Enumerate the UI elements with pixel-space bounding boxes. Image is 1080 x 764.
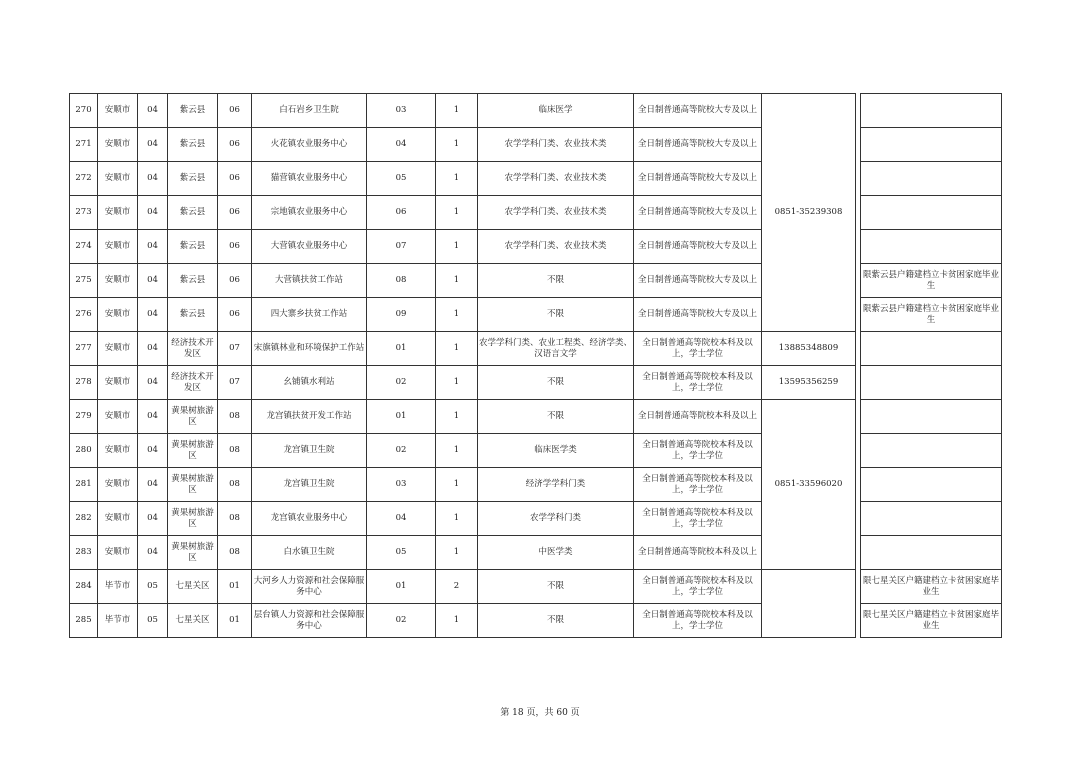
city-cell: 安顺市 xyxy=(98,298,138,332)
remark-cell: 限七星关区户籍建档立卡贫困家庭毕业生 xyxy=(861,570,1002,604)
remark-cell xyxy=(861,502,1002,536)
city-code-cell: 04 xyxy=(138,434,168,468)
county-cell: 黄果树旅游区 xyxy=(168,434,218,468)
county-code-cell: 06 xyxy=(218,298,252,332)
position-code-cell: 08 xyxy=(367,264,436,298)
county-cell: 紫云县 xyxy=(168,162,218,196)
major-cell: 农学学科门类、农业技术类 xyxy=(478,230,634,264)
major-cell: 不限 xyxy=(478,604,634,638)
city-code-cell: 04 xyxy=(138,298,168,332)
hiring-count-cell: 1 xyxy=(436,298,478,332)
city-code-cell: 05 xyxy=(138,570,168,604)
city-cell: 毕节市 xyxy=(98,570,138,604)
table-row xyxy=(70,264,1002,298)
row-number-cell: 271 xyxy=(70,128,98,162)
unit-name-cell: 四大寨乡扶贫工作站 xyxy=(252,298,367,332)
city-cell: 安顺市 xyxy=(98,128,138,162)
row-number-cell: 279 xyxy=(70,400,98,434)
city-code-cell: 04 xyxy=(138,536,168,570)
county-code-cell: 08 xyxy=(218,434,252,468)
unit-name-cell: 层台镇人力资源和社会保障服务中心 xyxy=(252,604,367,638)
row-number-cell: 283 xyxy=(70,536,98,570)
major-cell: 临床医学类 xyxy=(478,434,634,468)
county-code-cell: 08 xyxy=(218,400,252,434)
hiring-count-cell: 1 xyxy=(436,604,478,638)
row-number-cell: 280 xyxy=(70,434,98,468)
education-cell: 全日制普通高等院校本科及以上 xyxy=(634,400,762,434)
position-code-cell: 04 xyxy=(367,128,436,162)
contact-phone-cell: 13595356259 xyxy=(762,366,856,400)
unit-name-cell: 大河乡人力资源和社会保障服务中心 xyxy=(252,570,367,604)
city-code-cell: 04 xyxy=(138,502,168,536)
row-number-cell: 270 xyxy=(70,94,98,128)
unit-name-cell: 火花镇农业服务中心 xyxy=(252,128,367,162)
page-footer: 第 18 页，共 60 页 xyxy=(500,708,580,718)
hiring-count-cell: 1 xyxy=(436,264,478,298)
position-code-cell: 04 xyxy=(367,502,436,536)
major-cell: 农学学科门类、农业技术类 xyxy=(478,162,634,196)
row-number-cell: 274 xyxy=(70,230,98,264)
table-row xyxy=(70,230,1002,264)
city-cell: 安顺市 xyxy=(98,230,138,264)
city-cell: 安顺市 xyxy=(98,536,138,570)
education-cell: 全日制普通高等院校大专及以上 xyxy=(634,298,762,332)
position-code-cell: 02 xyxy=(367,604,436,638)
table-row xyxy=(70,94,1002,128)
county-cell: 黄果树旅游区 xyxy=(168,502,218,536)
hiring-count-cell: 1 xyxy=(436,94,478,128)
contact-phone-cell xyxy=(762,570,856,638)
table-row xyxy=(70,196,1002,230)
unit-name-cell: 大营镇扶贫工作站 xyxy=(252,264,367,298)
county-code-cell: 08 xyxy=(218,536,252,570)
city-cell: 安顺市 xyxy=(98,332,138,366)
county-cell: 经济技术开发区 xyxy=(168,332,218,366)
table-row xyxy=(70,570,1002,604)
unit-name-cell: 猫营镇农业服务中心 xyxy=(252,162,367,196)
row-number-cell: 272 xyxy=(70,162,98,196)
remark-cell: 限紫云县户籍建档立卡贫困家庭毕业生 xyxy=(861,298,1002,332)
major-cell: 不限 xyxy=(478,570,634,604)
county-code-cell: 06 xyxy=(218,128,252,162)
hiring-count-cell: 1 xyxy=(436,536,478,570)
hiring-count-cell: 1 xyxy=(436,196,478,230)
city-code-cell: 04 xyxy=(138,264,168,298)
table-row xyxy=(70,366,1002,400)
contact-phone-cell: 0851-33596020 xyxy=(762,400,856,570)
county-code-cell: 06 xyxy=(218,230,252,264)
city-code-cell: 04 xyxy=(138,94,168,128)
county-code-cell: 01 xyxy=(218,570,252,604)
table-row xyxy=(70,468,1002,502)
major-cell: 农学学科门类、农业技术类 xyxy=(478,128,634,162)
row-number-cell: 273 xyxy=(70,196,98,230)
education-cell: 全日制普通高等院校大专及以上 xyxy=(634,128,762,162)
county-cell: 经济技术开发区 xyxy=(168,366,218,400)
table-row xyxy=(70,536,1002,570)
city-cell: 安顺市 xyxy=(98,502,138,536)
county-cell: 紫云县 xyxy=(168,230,218,264)
city-cell: 毕节市 xyxy=(98,604,138,638)
city-cell: 安顺市 xyxy=(98,196,138,230)
unit-name-cell: 宋旗镇林业和环境保护工作站 xyxy=(252,332,367,366)
table-row xyxy=(70,298,1002,332)
city-code-cell: 04 xyxy=(138,128,168,162)
county-code-cell: 07 xyxy=(218,332,252,366)
city-code-cell: 04 xyxy=(138,332,168,366)
county-code-cell: 08 xyxy=(218,468,252,502)
table-row xyxy=(70,162,1002,196)
remark-cell: 限紫云县户籍建档立卡贫困家庭毕业生 xyxy=(861,264,1002,298)
remark-cell xyxy=(861,196,1002,230)
position-code-cell: 07 xyxy=(367,230,436,264)
remark-cell xyxy=(861,332,1002,366)
unit-name-cell: 大营镇农业服务中心 xyxy=(252,230,367,264)
county-cell: 紫云县 xyxy=(168,298,218,332)
hiring-count-cell: 1 xyxy=(436,366,478,400)
remark-cell xyxy=(861,366,1002,400)
unit-name-cell: 白石岩乡卫生院 xyxy=(252,94,367,128)
county-code-cell: 06 xyxy=(218,264,252,298)
education-cell: 全日制普通高等院校大专及以上 xyxy=(634,162,762,196)
position-code-cell: 02 xyxy=(367,366,436,400)
education-cell: 全日制普通高等院校本科及以上，学士学位 xyxy=(634,502,762,536)
table-row xyxy=(70,502,1002,536)
education-cell: 全日制普通高等院校大专及以上 xyxy=(634,196,762,230)
hiring-count-cell: 1 xyxy=(436,468,478,502)
education-cell: 全日制普通高等院校本科及以上，学士学位 xyxy=(634,604,762,638)
county-cell: 七星关区 xyxy=(168,570,218,604)
position-code-cell: 06 xyxy=(367,196,436,230)
county-cell: 黄果树旅游区 xyxy=(168,536,218,570)
education-cell: 全日制普通高等院校本科及以上，学士学位 xyxy=(634,434,762,468)
major-cell: 农学学科门类、农业工程类、经济学类、汉语言文学 xyxy=(478,332,634,366)
hiring-count-cell: 1 xyxy=(436,230,478,264)
position-code-cell: 02 xyxy=(367,434,436,468)
recruitment-table xyxy=(69,93,1002,638)
city-code-cell: 04 xyxy=(138,468,168,502)
city-code-cell: 04 xyxy=(138,196,168,230)
position-code-cell: 09 xyxy=(367,298,436,332)
county-code-cell: 06 xyxy=(218,196,252,230)
remark-cell xyxy=(861,468,1002,502)
row-number-cell: 282 xyxy=(70,502,98,536)
table-row xyxy=(70,332,1002,366)
city-code-cell: 05 xyxy=(138,604,168,638)
unit-name-cell: 幺铺镇水利站 xyxy=(252,366,367,400)
remark-cell xyxy=(861,162,1002,196)
remark-cell xyxy=(861,536,1002,570)
hiring-count-cell: 1 xyxy=(436,434,478,468)
hiring-count-cell: 1 xyxy=(436,162,478,196)
unit-name-cell: 宗地镇农业服务中心 xyxy=(252,196,367,230)
city-code-cell: 04 xyxy=(138,162,168,196)
major-cell: 不限 xyxy=(478,298,634,332)
education-cell: 全日制普通高等院校本科及以上 xyxy=(634,536,762,570)
county-cell: 紫云县 xyxy=(168,94,218,128)
remark-cell xyxy=(861,128,1002,162)
education-cell: 全日制普通高等院校本科及以上，学士学位 xyxy=(634,468,762,502)
county-code-cell: 07 xyxy=(218,366,252,400)
position-code-cell: 01 xyxy=(367,400,436,434)
major-cell: 不限 xyxy=(478,366,634,400)
remark-cell xyxy=(861,434,1002,468)
hiring-count-cell: 1 xyxy=(436,332,478,366)
table-row xyxy=(70,434,1002,468)
recruitment-table-container xyxy=(69,93,1002,638)
city-cell: 安顺市 xyxy=(98,366,138,400)
city-code-cell: 04 xyxy=(138,366,168,400)
education-cell: 全日制普通高等院校大专及以上 xyxy=(634,264,762,298)
unit-name-cell: 龙宫镇扶贫开发工作站 xyxy=(252,400,367,434)
city-cell: 安顺市 xyxy=(98,468,138,502)
county-cell: 黄果树旅游区 xyxy=(168,400,218,434)
county-cell: 紫云县 xyxy=(168,128,218,162)
remark-cell xyxy=(861,94,1002,128)
hiring-count-cell: 1 xyxy=(436,128,478,162)
row-number-cell: 284 xyxy=(70,570,98,604)
table-row xyxy=(70,604,1002,638)
position-code-cell: 03 xyxy=(367,468,436,502)
unit-name-cell: 龙宫镇卫生院 xyxy=(252,468,367,502)
county-cell: 紫云县 xyxy=(168,264,218,298)
unit-name-cell: 龙宫镇农业服务中心 xyxy=(252,502,367,536)
education-cell: 全日制普通高等院校本科及以上，学士学位 xyxy=(634,366,762,400)
unit-name-cell: 白水镇卫生院 xyxy=(252,536,367,570)
position-code-cell: 05 xyxy=(367,162,436,196)
row-number-cell: 281 xyxy=(70,468,98,502)
city-code-cell: 04 xyxy=(138,230,168,264)
major-cell: 临床医学 xyxy=(478,94,634,128)
remark-cell: 限七星关区户籍建档立卡贫困家庭毕业生 xyxy=(861,604,1002,638)
county-code-cell: 01 xyxy=(218,604,252,638)
row-number-cell: 275 xyxy=(70,264,98,298)
county-code-cell: 06 xyxy=(218,162,252,196)
row-number-cell: 278 xyxy=(70,366,98,400)
city-cell: 安顺市 xyxy=(98,264,138,298)
city-cell: 安顺市 xyxy=(98,162,138,196)
county-cell: 七星关区 xyxy=(168,604,218,638)
major-cell: 经济学学科门类 xyxy=(478,468,634,502)
position-code-cell: 01 xyxy=(367,570,436,604)
contact-phone-cell: 0851-35239308 xyxy=(762,94,856,332)
remark-cell xyxy=(861,230,1002,264)
education-cell: 全日制普通高等院校大专及以上 xyxy=(634,230,762,264)
county-code-cell: 08 xyxy=(218,502,252,536)
row-number-cell: 276 xyxy=(70,298,98,332)
table-body xyxy=(70,94,1002,638)
major-cell: 农学学科门类 xyxy=(478,502,634,536)
hiring-count-cell: 2 xyxy=(436,570,478,604)
hiring-count-cell: 1 xyxy=(436,400,478,434)
position-code-cell: 05 xyxy=(367,536,436,570)
county-code-cell: 06 xyxy=(218,94,252,128)
position-code-cell: 01 xyxy=(367,332,436,366)
city-code-cell: 04 xyxy=(138,400,168,434)
city-cell: 安顺市 xyxy=(98,434,138,468)
education-cell: 全日制普通高等院校本科及以上，学士学位 xyxy=(634,332,762,366)
table-row xyxy=(70,128,1002,162)
contact-phone-cell: 13885348809 xyxy=(762,332,856,366)
hiring-count-cell: 1 xyxy=(436,502,478,536)
major-cell: 农学学科门类、农业技术类 xyxy=(478,196,634,230)
major-cell: 中医学类 xyxy=(478,536,634,570)
county-cell: 黄果树旅游区 xyxy=(168,468,218,502)
major-cell: 不限 xyxy=(478,264,634,298)
unit-name-cell: 龙宫镇卫生院 xyxy=(252,434,367,468)
remark-cell xyxy=(861,400,1002,434)
education-cell: 全日制普通高等院校本科及以上，学士学位 xyxy=(634,570,762,604)
county-cell: 紫云县 xyxy=(168,196,218,230)
major-cell: 不限 xyxy=(478,400,634,434)
position-code-cell: 03 xyxy=(367,94,436,128)
city-cell: 安顺市 xyxy=(98,94,138,128)
row-number-cell: 285 xyxy=(70,604,98,638)
row-number-cell: 277 xyxy=(70,332,98,366)
education-cell: 全日制普通高等院校大专及以上 xyxy=(634,94,762,128)
city-cell: 安顺市 xyxy=(98,400,138,434)
table-row xyxy=(70,400,1002,434)
